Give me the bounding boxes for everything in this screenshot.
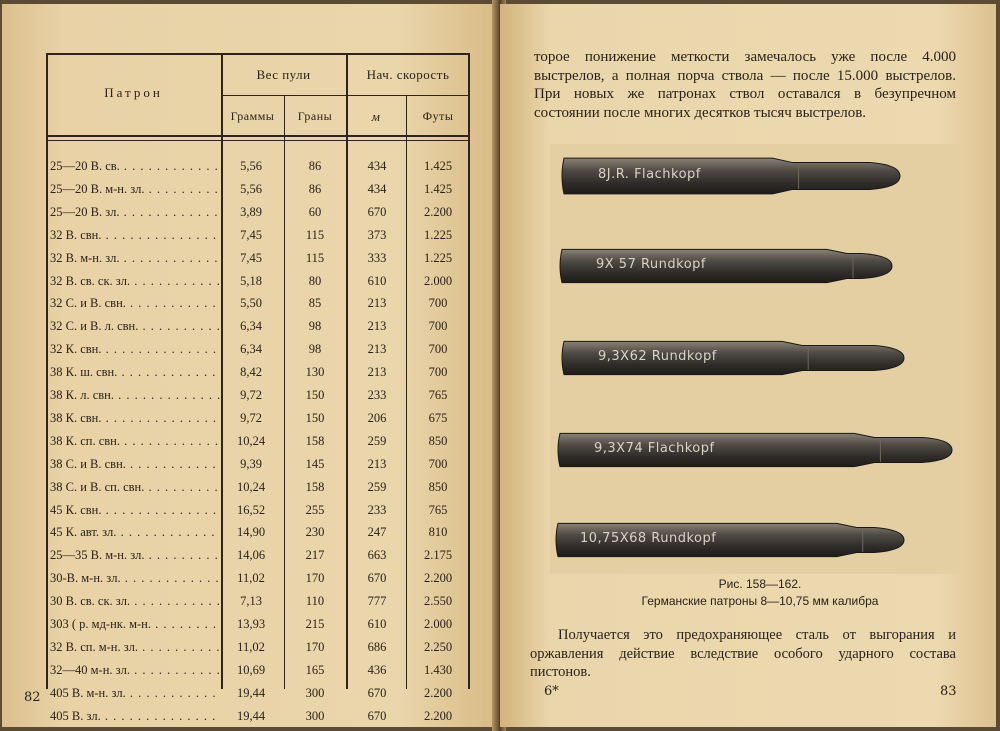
figure-caption-number: Рис. 158—162. <box>718 577 802 591</box>
grams-value: 5,56 <box>240 159 262 173</box>
grains-value: 80 <box>308 273 322 288</box>
grams-value: 8,42 <box>240 365 262 380</box>
grains-value: 300 <box>305 685 325 700</box>
page-number-left: 82 <box>24 690 41 705</box>
grains-value: 85 <box>308 296 322 311</box>
header-feet: Футы <box>422 109 454 123</box>
grains-value: 300 <box>305 708 325 723</box>
meters-value: 213 <box>367 365 387 380</box>
grams-value: 11,02 <box>237 571 265 586</box>
table-row <box>46 663 470 686</box>
grains-value: 115 <box>305 227 325 242</box>
table-row <box>46 434 470 457</box>
cartridge-name: 38 С. и В. сп. свн. . . . <box>50 480 220 495</box>
grams-value: 5,50 <box>240 296 262 311</box>
header-meters: м <box>371 109 381 124</box>
cartridge-stamp: 9,3X62 Rundkopf <box>598 349 717 364</box>
table-row <box>46 182 470 205</box>
table-row <box>46 571 470 594</box>
grams-value: 14,06 <box>236 548 266 563</box>
signature-mark: 6* <box>544 684 559 699</box>
grains-value: 158 <box>305 433 325 448</box>
feet-value: 2.550 <box>423 594 453 609</box>
top-paragraph: торое понижение меткости замечалось уже после 4.000 выстрелов, а полная порча ствола — после 15.000 выстрелов. При новых же патронах ствол оставался в безупречном состоянии после многих десятков тысяч выстрелов. <box>534 49 956 121</box>
meters-value: 259 <box>367 479 387 494</box>
cartridge-name: 405 В. зл. . . . <box>50 709 220 724</box>
cartridge-name: 32 В. свн. . . . <box>50 228 220 243</box>
meters-value: 434 <box>367 181 387 196</box>
grains-value: 170 <box>305 639 325 654</box>
table-row <box>46 594 470 617</box>
meters-value: 233 <box>367 502 387 517</box>
cartridge-name: 303 ( р. мд-нк. м-н. . . . <box>50 617 220 632</box>
grams-value: 7,45 <box>240 227 262 242</box>
cartridge-name: 30-В. м-н. зл. . . . <box>50 571 220 586</box>
feet-value: 700 <box>428 319 448 334</box>
grains-value: 150 <box>305 410 325 425</box>
table-row <box>46 525 470 548</box>
table-row <box>46 342 470 365</box>
cartridge-name: 45 К. авт. зл. . . . <box>50 525 220 540</box>
meters-value: 686 <box>367 639 387 654</box>
meters-value: 373 <box>367 227 387 242</box>
meters-value: 610 <box>367 273 387 288</box>
grams-value: 10,69 <box>236 662 266 677</box>
meters-value: 213 <box>367 342 387 357</box>
feet-value: 700 <box>428 456 448 471</box>
grains-value: 86 <box>308 159 322 173</box>
feet-value: 1.425 <box>423 159 453 173</box>
header-bullet-weight: Вес пули <box>256 67 311 82</box>
cartridge-name: 45 К. свн. . . . <box>50 503 220 518</box>
table-row <box>46 274 470 297</box>
grams-value: 5,56 <box>240 181 262 196</box>
grams-value: 14,90 <box>236 525 266 540</box>
cartridge-name: 32—40 м-н. зл. . . . <box>50 663 220 678</box>
table-row <box>46 228 470 251</box>
feet-value: 2.175 <box>423 548 453 563</box>
header-grains: Граны <box>297 109 333 123</box>
table-row <box>46 686 470 709</box>
feet-value: 765 <box>428 502 448 517</box>
grains-value: 110 <box>305 594 325 609</box>
feet-value: 700 <box>428 342 448 357</box>
cartridge-stamp: 8J.R. Flachkopf <box>598 167 701 182</box>
header-grams: Граммы <box>230 109 275 123</box>
grains-value: 165 <box>305 662 325 677</box>
meters-value: 670 <box>367 571 387 586</box>
cartridge-name: 32 С. и В. л. свн. . . . <box>50 319 220 334</box>
meters-value: 670 <box>367 685 387 700</box>
grains-value: 98 <box>308 319 322 334</box>
feet-value: 2.200 <box>423 708 453 723</box>
table-row <box>46 365 470 388</box>
meters-value: 434 <box>367 159 387 173</box>
meters-value: 670 <box>367 708 387 723</box>
feet-value: 1.225 <box>423 227 453 242</box>
page-number-right: 83 <box>940 684 957 699</box>
grams-value: 19,44 <box>236 685 266 700</box>
meters-value: 663 <box>367 548 387 563</box>
cartridge-image <box>560 332 906 384</box>
feet-value: 850 <box>428 433 448 448</box>
meters-value: 333 <box>367 250 387 265</box>
meters-value: 206 <box>367 410 387 425</box>
grains-value: 215 <box>305 617 325 631</box>
right-page <box>500 4 996 727</box>
table-row <box>46 388 470 411</box>
cartridge-stamp: 9,3X74 Flachkopf <box>594 441 715 456</box>
cartridge-name: 25—20 В. м-н. зл. . . . <box>50 182 220 197</box>
header-muzzle-velocity: Нач. скорость <box>366 67 450 82</box>
grains-value: 145 <box>305 456 325 471</box>
grams-value: 16,52 <box>236 502 266 517</box>
cartridge-name: 32 К. свн. . . . <box>50 342 220 357</box>
grams-value: 7,13 <box>240 594 262 609</box>
table-row <box>46 251 470 274</box>
grains-value: 170 <box>305 571 325 586</box>
feet-value: 810 <box>428 525 448 540</box>
cartridge-name: 38 С. и В. свн. . . . <box>50 457 220 472</box>
feet-value: 700 <box>428 365 448 380</box>
table-row <box>46 296 470 319</box>
grains-value: 130 <box>305 365 325 380</box>
grains-value: 150 <box>305 388 325 402</box>
cartridge-image <box>560 148 902 204</box>
grams-value: 9,39 <box>240 456 262 471</box>
grams-value: 6,34 <box>240 342 262 357</box>
meters-value: 247 <box>367 525 387 540</box>
cartridge-name: 38 К. л. свн. . . . <box>50 388 220 403</box>
grains-value: 230 <box>305 525 325 540</box>
table-top-rule <box>46 53 470 55</box>
meters-value: 233 <box>367 388 387 402</box>
cartridge-name: 32 В. сп. м-н. зл. . . . <box>50 640 220 655</box>
meters-value: 259 <box>367 433 387 448</box>
cartridge-table <box>46 53 470 723</box>
feet-value: 765 <box>428 388 448 402</box>
feet-value: 850 <box>428 479 448 494</box>
grams-value: 11,02 <box>237 639 265 654</box>
cartridge-name: 32 В. св. ск. зл. . . . <box>50 274 220 289</box>
grams-value: 9,72 <box>240 388 262 402</box>
cartridge-name: 25—20 В. св. . . . <box>50 159 220 174</box>
meters-value: 670 <box>367 204 387 219</box>
grains-value: 158 <box>305 479 325 494</box>
feet-value: 2.000 <box>423 617 453 631</box>
grams-value: 10,24 <box>236 479 266 494</box>
bottom-paragraph: Получается это предохраняющее сталь от выгорания и оржавления действие вследствие особого ударного состава пистонов. <box>530 627 956 680</box>
grains-value: 217 <box>305 548 325 563</box>
cartridge-name: 405 В. м-н. зл. . . . <box>50 686 220 701</box>
table-row <box>46 617 470 640</box>
meters-value: 213 <box>367 319 387 334</box>
grams-value: 19,44 <box>236 708 266 723</box>
header-mid-rule <box>221 95 468 96</box>
table-row <box>46 205 470 228</box>
cartridge-photo-plate <box>550 144 960 574</box>
grains-value: 98 <box>308 342 322 357</box>
cartridge-stamp: 9X 57 Rundkopf <box>596 257 707 272</box>
cartridge-name: 32 В. м-н. зл. . . . <box>50 251 220 266</box>
meters-value: 777 <box>367 594 387 609</box>
grains-value: 60 <box>308 204 322 219</box>
left-page <box>2 4 496 727</box>
table-row <box>46 480 470 503</box>
grains-value: 115 <box>305 250 325 265</box>
meters-value: 436 <box>367 662 387 677</box>
meters-value: 610 <box>367 617 387 631</box>
table-row <box>46 319 470 342</box>
grams-value: 10,24 <box>236 433 266 448</box>
cartridge-stamp: 10,75X68 Rundkopf <box>580 531 717 546</box>
meters-value: 213 <box>367 456 387 471</box>
cartridge-image <box>556 424 954 476</box>
header-cartridge: Патрон <box>104 85 163 100</box>
table-row <box>46 159 470 182</box>
feet-value: 1.225 <box>423 250 453 265</box>
meters-value: 213 <box>367 296 387 311</box>
grams-value: 13,93 <box>236 617 266 631</box>
feet-value: 2.200 <box>423 685 453 700</box>
table-row <box>46 548 470 571</box>
feet-value: 2.200 <box>423 204 453 219</box>
cartridge-name: 38 К. сп. свн. . . . <box>50 434 220 449</box>
feet-value: 675 <box>428 410 448 425</box>
feet-value: 1.430 <box>423 662 453 677</box>
cartridge-name: 38 К. свн. . . . <box>50 411 220 426</box>
feet-value: 1.425 <box>423 181 453 196</box>
table-row <box>46 709 470 727</box>
table-row <box>46 503 470 526</box>
cartridge-image <box>554 514 906 566</box>
cartridge-name: 38 К. ш. свн. . . . <box>50 365 220 380</box>
cartridge-name: 25—35 В. м-н. зл. . . . <box>50 548 220 563</box>
grams-value: 7,45 <box>240 250 262 265</box>
grams-value: 5,18 <box>240 273 262 288</box>
cartridge-image <box>558 240 894 292</box>
feet-value: 700 <box>428 296 448 311</box>
table-row <box>46 457 470 480</box>
feet-value: 2.200 <box>423 571 453 586</box>
feet-value: 2.000 <box>423 273 453 288</box>
grams-value: 6,34 <box>240 319 262 334</box>
grains-value: 255 <box>305 502 325 517</box>
cartridge-name: 30 В. св. ск. зл. . . . <box>50 594 220 609</box>
grams-value: 3,89 <box>240 204 262 219</box>
cartridge-name: 32 С. и В. свн. . . . <box>50 296 220 311</box>
feet-value: 2.250 <box>423 639 453 654</box>
figure-caption-text: Германские патроны 8—10,75 мм калибра <box>641 594 879 608</box>
table-row <box>46 411 470 434</box>
grains-value: 86 <box>308 181 322 196</box>
grams-value: 9,72 <box>240 410 262 425</box>
table-row <box>46 640 470 663</box>
cartridge-name: 25—20 В. зл. . . . <box>50 205 220 220</box>
